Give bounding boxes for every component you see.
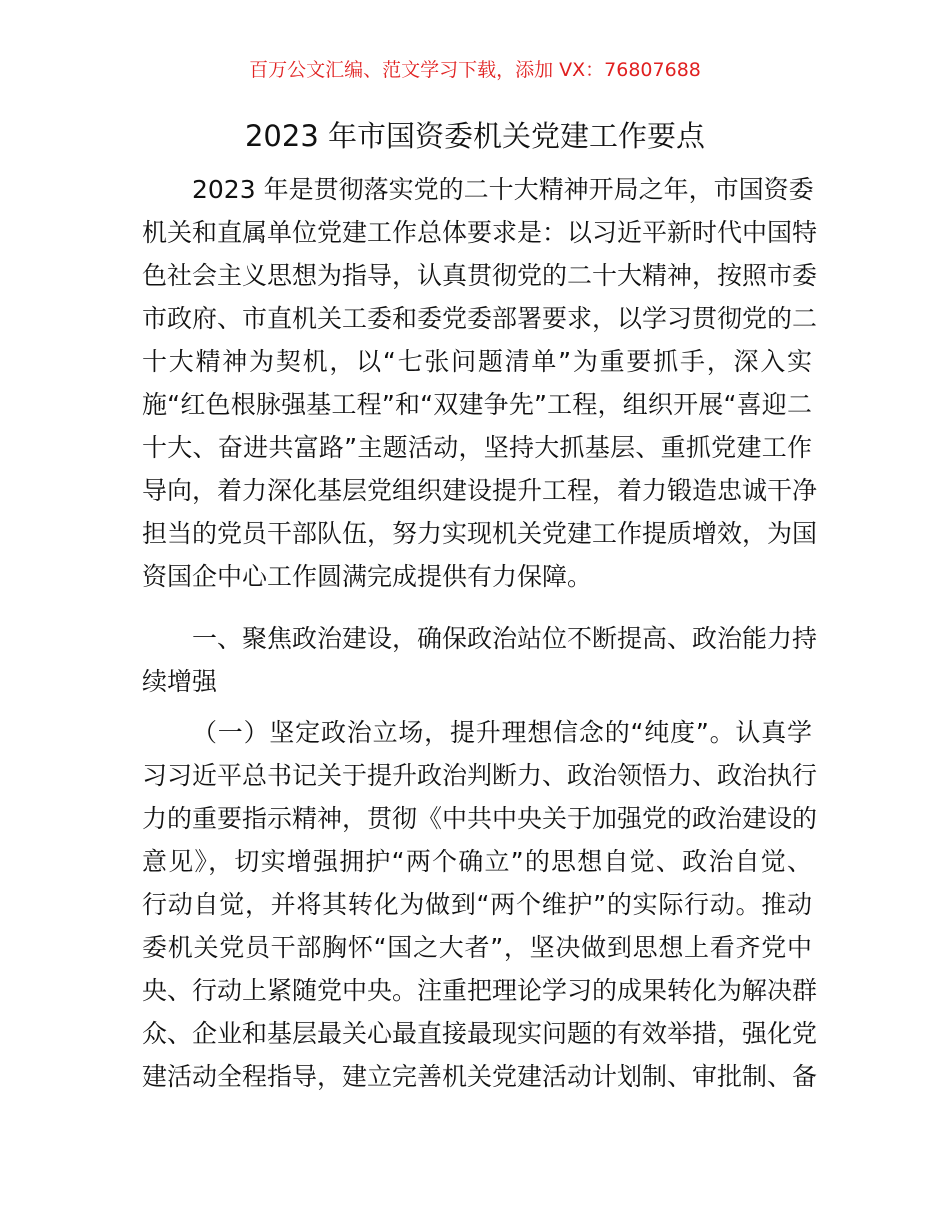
text-line: 十大、奋进共富路”主题活动，坚持大抓基层、重抓党建工作 (142, 433, 812, 462)
text-line: 一、聚焦政治建设，确保政治站位不断提高、政治能力持 (192, 624, 818, 653)
text-line: 行动自觉，并将其转化为做到“两个维护”的实际行动。推动 (142, 890, 812, 919)
text-line: 资国企中心工作圆满完成提供有力保障。 (142, 562, 593, 591)
header-watermark: 百万公文汇编、范文学习下载，添加 VX：76807688 (249, 59, 701, 81)
text-line: （一）坚定政治立场，提升理想信念的“纯度”。认真学 (192, 718, 812, 747)
text-line: 意见》，切实增强拥护“两个确立”的思想自觉、政治自觉、 (142, 847, 812, 876)
text-line: 十大精神为契机，以“七张问题清单”为重要抓手，深入实 (142, 347, 812, 376)
text-line: 施“红色根脉强基工程”和“双建争先”工程，组织开展“喜迎二 (142, 390, 812, 419)
paragraph-intro (142, 168, 818, 598)
document-title: 2023 年市国资委机关党建工作要点 (244, 119, 706, 153)
text-line: 担当的党员干部队伍，努力实现机关党建工作提质增效，为国 (142, 519, 818, 548)
text-line: 众、企业和基层最关心最直接最现实问题的有效举措，强化党 (142, 1019, 818, 1048)
paragraph-subsection-1 (142, 711, 818, 1098)
text-line: 央、行动上紧随党中央。注重把理论学习的成果转化为解决群 (142, 976, 818, 1005)
text-line: 2023 年是贯彻落实党的二十大精神开局之年，市国资委 (192, 175, 814, 204)
text-line: 市政府、市直机关工委和委党委部署要求，以学习贯彻党的二 (142, 304, 818, 333)
text-line: 习习近平总书记关于提升政治判断力、政治领悟力、政治执行 (142, 761, 818, 790)
text-line: 色社会主义思想为指导，认真贯彻党的二十大精神，按照市委 (142, 261, 818, 290)
text-line: 导向，着力深化基层党组织建设提升工程，着力锻造忠诚干净 (142, 476, 818, 505)
text-line: 建活动全程指导，建立完善机关党建活动计划制、审批制、备 (142, 1062, 818, 1091)
text-line: 续增强 (142, 667, 218, 696)
text-line: 委机关党员干部胸怀“国之大者”，坚决做到思想上看齐党中 (142, 933, 812, 962)
section-heading-1 (142, 617, 818, 703)
text-line: 机关和直属单位党建工作总体要求是：以习近平新时代中国特 (142, 218, 818, 247)
text-line: 力的重要指示精神，贯彻《中共中央关于加强党的政治建设的 (142, 804, 818, 833)
